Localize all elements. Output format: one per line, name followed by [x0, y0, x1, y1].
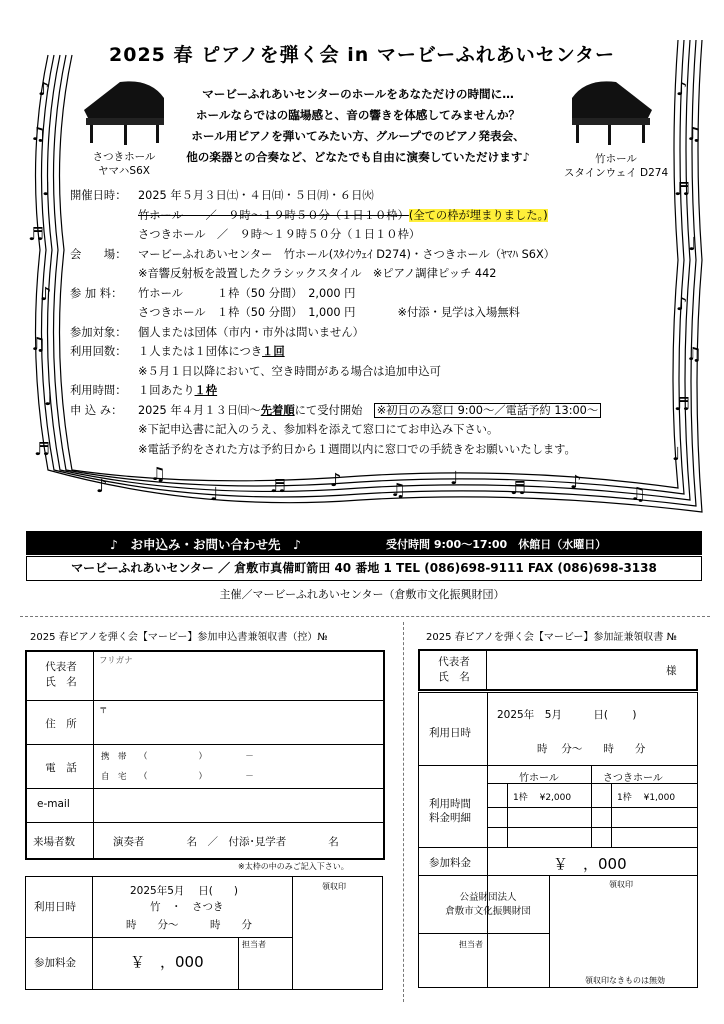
satsuki-hall-price: 1枠 ¥1,000: [617, 793, 676, 803]
svg-text:♩: ♩: [450, 468, 459, 489]
piano-right-caption: [556, 152, 676, 180]
home-phone-input[interactable]: （ ） －: [139, 772, 254, 782]
count-text: １人または１団体につき: [138, 345, 263, 358]
right-use-time: 時 分～ 時 分: [537, 743, 646, 755]
piano-left-hall: さつきホール: [92, 151, 156, 163]
honorific: 様: [666, 665, 677, 677]
count-label: 利用回数：: [70, 345, 127, 358]
apply-window-box: ※初日のみ窓口 9:00～／電話予約 13:00～: [374, 403, 601, 418]
contact-band: [26, 531, 702, 555]
intro-line: 他の楽器との合奏など、どなたでも自由に演奏していただけます♪: [186, 150, 530, 164]
svg-text:♫: ♫: [30, 334, 47, 355]
furigana-label: フリガナ: [99, 656, 133, 666]
time-label: 利用時間：: [70, 384, 127, 397]
right-receipt-body: [418, 692, 698, 988]
intro-line: ホールならではの臨場感と、音の響きを体感してみませんか？: [195, 108, 521, 122]
apply-start: にて受付開始: [294, 403, 363, 417]
rep-name-label: 代表者 氏 名: [45, 661, 77, 688]
invalid-notice: 領収印なきものは無効: [585, 976, 665, 985]
svg-text:♪: ♪: [330, 470, 342, 491]
svg-text:♪: ♪: [40, 284, 52, 305]
use-time: 時 分～ 時 分: [126, 919, 252, 931]
contact-band-title: ♪ お申込み・お問い合わせ先 ♪: [110, 537, 301, 552]
apply-date: 2025 年４月１３日㈰～: [138, 403, 261, 417]
right-receipt-stamp-label: 領収印: [609, 880, 633, 889]
fee-amount-label: 参加料金: [34, 957, 76, 969]
svg-text:♬: ♬: [674, 179, 691, 200]
piano-right-hall: 竹ホール: [595, 153, 637, 165]
address-input[interactable]: [99, 714, 375, 740]
sponsor: 主催／マービーふれあいセンター（倉敷市文化振興財団）: [219, 588, 505, 601]
intro-line: マービーふれあいセンターのホールをあなただけの時間に…: [202, 87, 514, 101]
issuer-line-2: 倉敷市文化振興財団: [445, 906, 531, 917]
intro-text: [168, 84, 548, 168]
svg-text:♪: ♪: [676, 79, 688, 100]
svg-text:♬: ♬: [270, 476, 287, 497]
cut-line-vertical: [403, 622, 404, 1002]
fee-note: ※付添・見学は入場無料: [397, 306, 520, 319]
count-value: １回: [262, 345, 285, 358]
issuer: [433, 891, 543, 919]
svg-text:♩: ♩: [44, 389, 53, 410]
venue-label: 会 場：: [70, 247, 127, 261]
grand-piano-right-icon: [568, 78, 656, 150]
mobile-input[interactable]: （ ） －: [139, 752, 254, 762]
fee-detail-label: 利用時間 料金明細: [429, 798, 471, 824]
right-rep-name-label: 代表者 氏 名: [438, 656, 470, 683]
left-form-heading: 2025 春ピアノを弾く会【マービー】参加申込書兼領収書（控）№: [30, 632, 328, 643]
page-title: 2025 春 ピアノを弾く会 in マービーふれあいセンター: [109, 44, 615, 66]
issuer-line-1: 公益財団法人: [459, 892, 517, 903]
time-value: １枠: [194, 384, 218, 397]
svg-text:♩: ♩: [672, 444, 681, 465]
svg-text:♫: ♫: [686, 344, 703, 365]
column-satsuki-hall: さつきホール: [603, 773, 663, 784]
reception-hours: 受付時間 9:00～17:00 休館日（水曜日）: [386, 538, 607, 551]
column-take-hall: 竹ホール: [519, 773, 559, 784]
apply-note-1: ※下記申込書に記入のうえ、参加料を添えて窓口にてお申込み下さい。: [138, 423, 499, 436]
email-input[interactable]: [99, 792, 375, 818]
grand-piano-left-icon: [80, 78, 168, 150]
piano-right-model: スタインウェイ D274: [563, 167, 669, 179]
svg-text:♫: ♫: [630, 484, 647, 505]
svg-text:♪: ♪: [570, 472, 582, 493]
date-label: 開催日時：: [70, 189, 127, 202]
svg-text:♬: ♬: [510, 478, 527, 499]
right-use-date-label: 利用日時: [429, 727, 471, 739]
mobile-label: 携 帯: [101, 752, 127, 762]
venue: マービーふれあいセンター 竹ホール(ｽﾀｲﾝｳｪｲ D274)・さつきホール（ﾔﾏﾊ S6X）: [138, 247, 555, 261]
apply-label: 申 込 み：: [70, 403, 123, 417]
svg-text:♪: ♪: [38, 79, 50, 100]
use-date: 2025年5月 日( ): [130, 885, 238, 897]
event-date: 2025 年５月３日㈯・４日㈰・５日㈪・６日㈫: [138, 189, 374, 202]
application-form: [25, 650, 385, 860]
left-receipt-box: [25, 876, 383, 990]
piano-left-caption: [78, 150, 170, 178]
take-hall-slot: 竹ホール ／ ９時～１９時５０分（１日１０枠）: [138, 208, 409, 222]
take-hall-full-notice: (全ての枠が埋まりました。): [408, 208, 548, 222]
count-note: ※５月１日以降において、空き時間がある場合は追加申込可: [138, 364, 441, 378]
svg-text:♬: ♬: [674, 394, 691, 415]
fee-label: 参 加 料：: [70, 286, 123, 300]
time-text: １回あたり: [138, 384, 195, 397]
apply-note-2: ※電話予約をされた方は予約日から１週間以内に窓口での手続きをお願いいたします。: [138, 442, 576, 456]
svg-text:♫: ♫: [30, 124, 47, 145]
hall-choice: 竹 ・ さつき: [150, 901, 224, 913]
form-note: ※太枠の中のみご記入下さい。: [238, 862, 349, 871]
right-fee-label: 参加料金: [429, 857, 471, 869]
event-info: [70, 186, 601, 459]
piano-left-model: ヤマハS6X: [98, 165, 150, 177]
venue-note: ※音響反射板を設置したクラシックスタイル ※ピアノ調律ピッチ 442: [138, 267, 497, 280]
staff-label: 担当者: [242, 940, 266, 949]
svg-text:♩: ♩: [210, 484, 219, 505]
participant-receipt: [418, 649, 698, 691]
svg-text:♩: ♩: [688, 234, 697, 255]
visitors-label: 来場者数: [33, 836, 75, 848]
fee-take: 竹ホール １枠（50 分間） 2,000 円: [138, 286, 356, 300]
target-label: 参加対象：: [70, 325, 127, 339]
svg-text:♩: ♩: [42, 179, 51, 200]
svg-text:♫: ♫: [390, 480, 407, 501]
take-hall-price: 1枠 ¥2,000: [513, 793, 572, 803]
right-staff-label: 担当者: [459, 940, 483, 949]
svg-text:♪: ♪: [676, 294, 688, 315]
satsuki-hall-slot: さつきホール ／ ９時～１９時５０分（１日１０枠）: [138, 228, 421, 241]
phone-label: 電 話: [45, 762, 77, 774]
right-use-date: 2025年 5月 日( ): [497, 709, 637, 721]
use-date-label: 利用日時: [34, 901, 76, 913]
svg-text:♪: ♪: [96, 476, 108, 497]
svg-text:♫: ♫: [150, 464, 167, 485]
fee-amount: ￥ ，000: [130, 953, 204, 971]
right-fee-amount: ￥ ，000: [553, 855, 627, 873]
visitors-input[interactable]: 演奏者 名 ／ 付添･見学者 名: [113, 836, 339, 848]
right-form-heading: 2025 春ピアノを弾く会【マービー】参加証兼領収書 №: [426, 632, 678, 643]
receipt-stamp-label: 領収印: [322, 882, 346, 891]
address-label: 住 所: [45, 718, 77, 730]
home-phone-label: 自 宅: [101, 772, 127, 782]
email-label: e-mail: [37, 798, 70, 810]
svg-text:♫: ♫: [686, 124, 703, 145]
rep-name-input[interactable]: [99, 666, 375, 696]
svg-text:♬: ♬: [28, 224, 45, 245]
contact-info: マービーふれあいセンター ／ 倉敷市真備町箭田 40 番地 1 TEL (086)698-9111 FAX (086)698-3138: [26, 556, 702, 581]
fee-satsuki: さつきホール １枠（50 分間） 1,000 円: [138, 306, 356, 319]
target: 個人または団体（市内・市外は問いません）: [138, 325, 364, 339]
postal-mark: 〒: [99, 706, 108, 716]
apply-first-come: 先着順: [260, 403, 295, 417]
intro-line: ホール用ピアノを弾いてみたい方、グループでのピアノ発表会、: [191, 129, 525, 143]
cut-line: [20, 616, 710, 617]
svg-text:♬: ♬: [34, 439, 51, 460]
